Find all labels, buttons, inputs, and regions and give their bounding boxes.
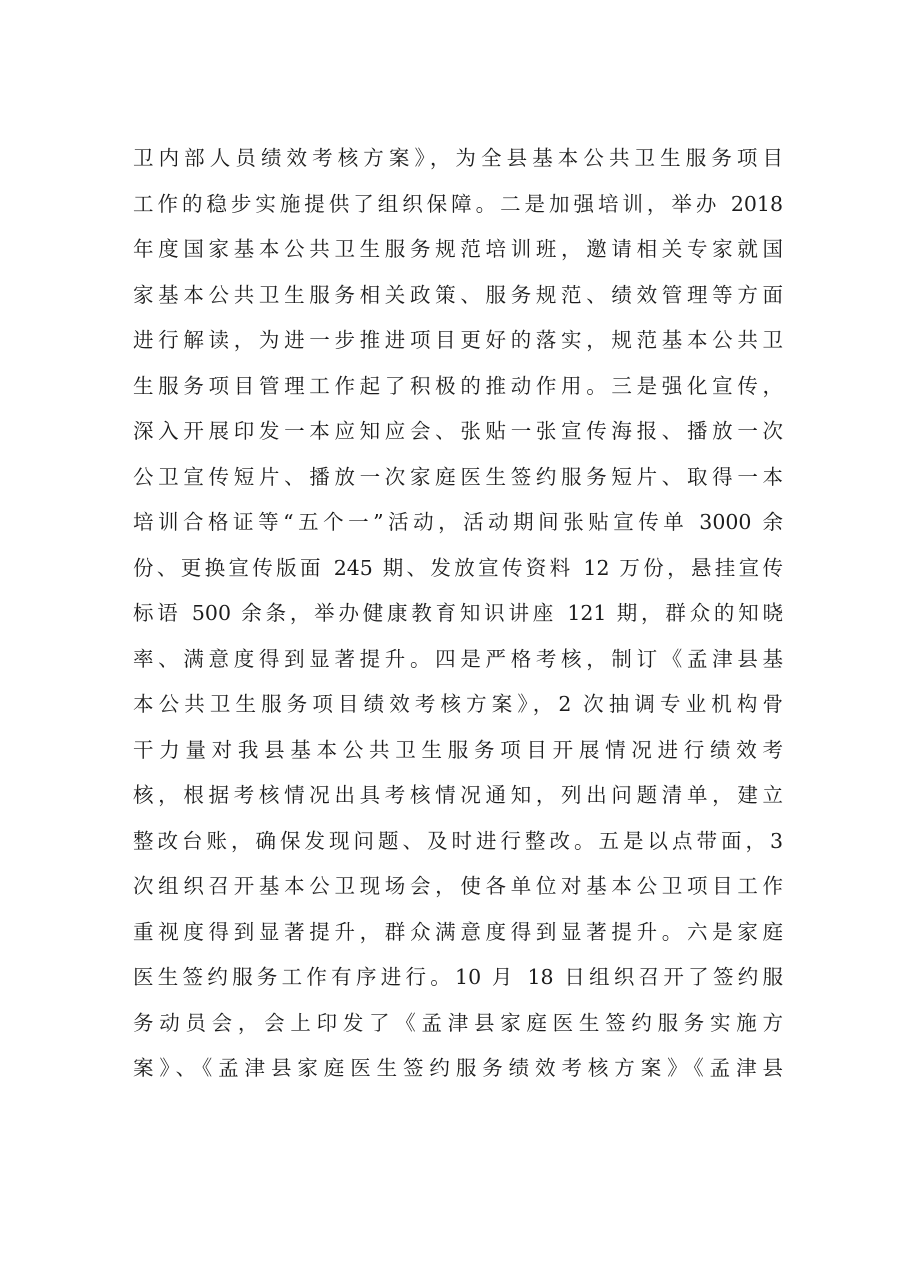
text-line: 公卫宣传短片、播放一次家庭医生签约服务短片、取得一本 [133,464,783,489]
text-line: 本公共卫生服务项目绩效考核方案》，2 次抽调专业机构骨 [133,692,783,716]
text-line: 工作的稳步实施提供了组织保障。二是加强培训，举办 2018 [133,191,783,216]
text-line: 核，根据考核情况出具考核情况通知，列出问题清单，建立 [133,783,783,807]
text-line: 次组织召开基本公卫现场会，使各单位对基本公卫项目工作 [133,874,783,898]
text-line: 进行解读，为进一步推进项目更好的落实，规范基本公共卫 [133,328,783,352]
text-line: 家基本公共卫生服务相关政策、服务规范、绩效管理等方面 [133,282,783,307]
body-paragraph [133,136,783,1092]
text-line: 案》、《孟津县家庭医生签约服务绩效考核方案》《孟津县 [133,1056,783,1080]
text-line: 年度国家基本公共卫生服务规范培训班，邀请相关专家就国 [133,237,783,261]
text-line: 标语 500 余条，举办健康教育知识讲座 121 期，群众的知晓 [133,601,783,625]
text-line: 深入开展印发一本应知应会、张贴一张宣传海报、播放一次 [133,419,783,443]
text-line: 份、更换宣传版面 245 期、发放宣传资料 12 万份，悬挂宣传 [133,555,783,580]
text-line: 医生签约服务工作有序进行。10 月 18 日组织召开了签约服 [133,965,783,989]
text-line: 干力量对我县基本公共卫生服务项目开展情况进行绩效考 [133,737,783,762]
text-line: 卫内部人员绩效考核方案》，为全县基本公共卫生服务项目 [133,146,783,170]
text-line: 整改台账，确保发现问题、及时进行整改。五是以点带面，3 [133,828,783,853]
text-line: 务动员会，会上印发了《孟津县家庭医生签约服务实施方 [133,1010,783,1035]
text-line: 生服务项目管理工作起了积极的推动作用。三是强化宣传， [133,373,783,398]
text-line: 率、满意度得到显著提升。四是严格考核，制订《孟津县基 [133,646,783,671]
text-line: 培训合格证等“五个一”活动，活动期间张贴宣传单 3000 余 [133,510,783,534]
text-line: 重视度得到显著提升，群众满意度得到显著提升。六是家庭 [133,919,783,944]
